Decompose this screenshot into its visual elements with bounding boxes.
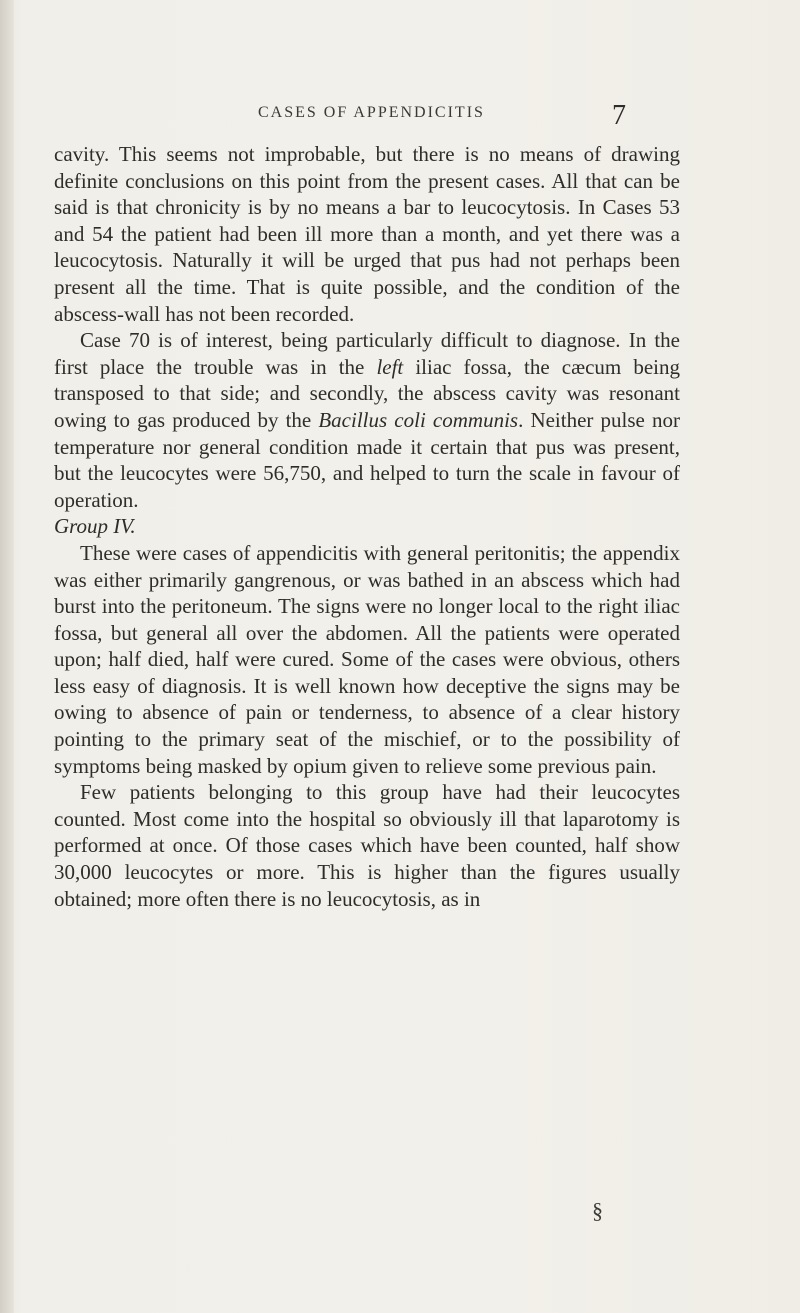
italic-bacillus: Bacillus coli communis bbox=[318, 407, 519, 432]
text-run: iliac fossa, the cæcum being transposed to that side; and secondly, the abscess cavity was resonant owing to gas produced by the bbox=[54, 354, 680, 432]
group-heading: Group IV. bbox=[54, 514, 136, 539]
italic-left: left bbox=[376, 354, 404, 379]
paragraph-group-iv: These were cases of appendicitis with general peritonitis; the appendix was either primarily gangrenous, or was bathed in an abscess which had burst into the peritoneum. The signs were no longer local to the right iliac fossa, but general all over the abdomen. All the patients were operated upon; half died, half were cured. Some of the cases were obvious, others less easy of diagnosis. It is well known how deceptive the signs may be owing to absence of pain or tenderness, to absence of a clear history pointing to the primary seat of the mischief, or to the possibility of symptoms being masked by opium given to relieve some previous pain. bbox=[54, 540, 680, 778]
paragraph-few-patients: Few patients belonging to this group have had their leucocytes counted. Most come into the hospital so obviously ill that laparotomy is performed at once. Of those cases which have been counted, half show 30,000 leucocytes or more. This is higher than the figures usually obtained; more often there is no leucocytosis, as in bbox=[54, 780, 680, 911]
page-number: 7 bbox=[612, 100, 626, 131]
text-run: . Neither pulse nor temperature nor general condition made it certain that pus was present, but the leucocytes were 56,750, and helped to turn the scale in favour of operation. bbox=[54, 407, 680, 512]
binding-shadow bbox=[0, 0, 14, 1313]
running-title: CASES OF APPENDICITIS bbox=[258, 104, 485, 121]
paragraph-case-70 bbox=[54, 327, 680, 513]
paragraph-continuation: cavity. This seems not improbable, but there is no means of drawing definite conclusions on this point from the present cases. All that can be said is that chronicity is by no means a bar to leucocytosis. In Cases 53 and 54 the patient had been ill more than a month, and yet there was a leucocytosis. Naturally it will be urged that pus had not perhaps been present all the time. That is quite possible, and the condition of the abscess-wall has not been recorded. bbox=[54, 142, 680, 326]
body-text bbox=[54, 141, 680, 912]
text-run: Case 70 is of interest, being particularly difficult to diagnose. In the first place the trouble was in the bbox=[54, 328, 680, 379]
running-head bbox=[0, 100, 800, 130]
catchword: § bbox=[592, 1198, 603, 1223]
